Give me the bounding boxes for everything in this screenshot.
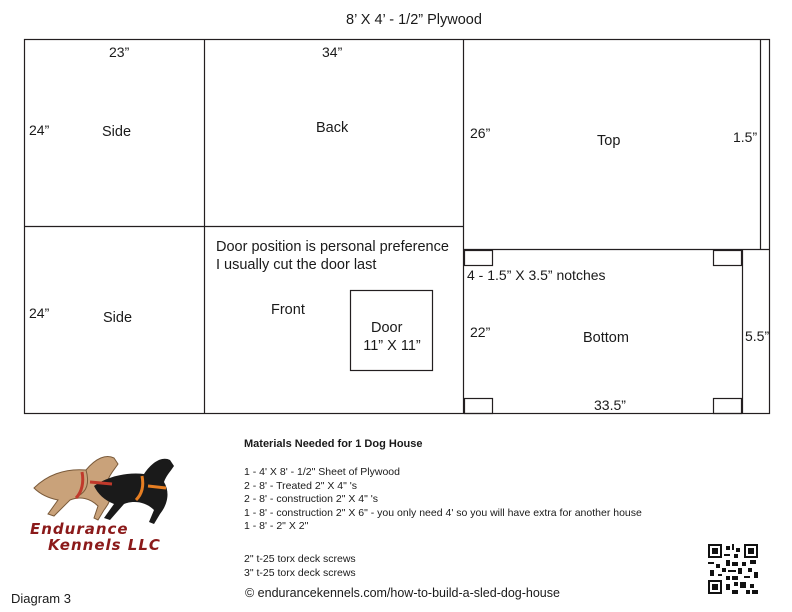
logo-text-line2: Kennels LLC [48, 536, 161, 554]
material-item: 1 - 4' X 8' - 1/2" Sheet of Plywood [244, 466, 400, 478]
material-item: 1 - 8' - construction 2" X 6" - you only need 4' so you will have extra for another house [244, 506, 642, 519]
material-item: 2 - 8' - Treated 2" X 4" 's [244, 479, 358, 492]
logo-text-line1: Endurance [30, 520, 129, 538]
top-strip-label: 1.5” [733, 129, 758, 145]
side-top-name: Side [102, 124, 132, 140]
sled-dogs-icon [24, 448, 204, 528]
side-bottom-height-label: 24” [29, 305, 50, 321]
endurance-kennels-logo [24, 448, 204, 558]
side-top-width-label: 23” [109, 44, 130, 60]
door-name: Door [371, 320, 403, 336]
top-name: Top [597, 133, 621, 149]
notch-bottom-right [714, 399, 742, 414]
notch-top-right [714, 251, 742, 266]
back-width-label: 34” [322, 44, 343, 60]
screws-list [244, 553, 356, 580]
notch-top-left [465, 251, 493, 266]
notch-bottom-left [465, 399, 493, 414]
bottom-strip-label: 5.5” [745, 328, 770, 344]
back-name: Back [316, 120, 349, 136]
materials-title: Materials Needed for 1 Dog House [244, 438, 423, 450]
bottom-height-label: 22” [470, 324, 491, 340]
materials-list [244, 466, 642, 534]
notches-label: 4 - 1.5” X 3.5” notches [467, 267, 606, 283]
side-bottom-name: Side [103, 310, 133, 326]
diagram-label: Diagram 3 [11, 591, 71, 606]
material-item: 1 - 8' - 2" X 2" [244, 520, 309, 532]
front-note-line2: I usually cut the door last [216, 257, 377, 273]
screw-item: 2" t-25 torx deck screws [244, 553, 356, 565]
qr-code-icon [708, 544, 758, 594]
top-height-label: 26” [470, 125, 491, 141]
screw-item: 3" t-25 torx deck screws [244, 566, 356, 579]
material-item: 2 - 8' - construction 2" X 4" 's [244, 493, 379, 505]
copyright-url: © endurancekennels.com/how-to-build-a-sled-dog-house [245, 586, 560, 600]
front-name: Front [271, 302, 305, 318]
bottom-width-label: 33.5” [594, 397, 626, 413]
diagram-title: 8’ X 4’ - 1/2” Plywood [346, 12, 482, 28]
bottom-name: Bottom [583, 330, 629, 346]
side-top-height-label: 24” [29, 122, 50, 138]
door-size-label: 11” X 11” [363, 338, 421, 354]
front-note-line1: Door position is personal preference [216, 239, 449, 255]
